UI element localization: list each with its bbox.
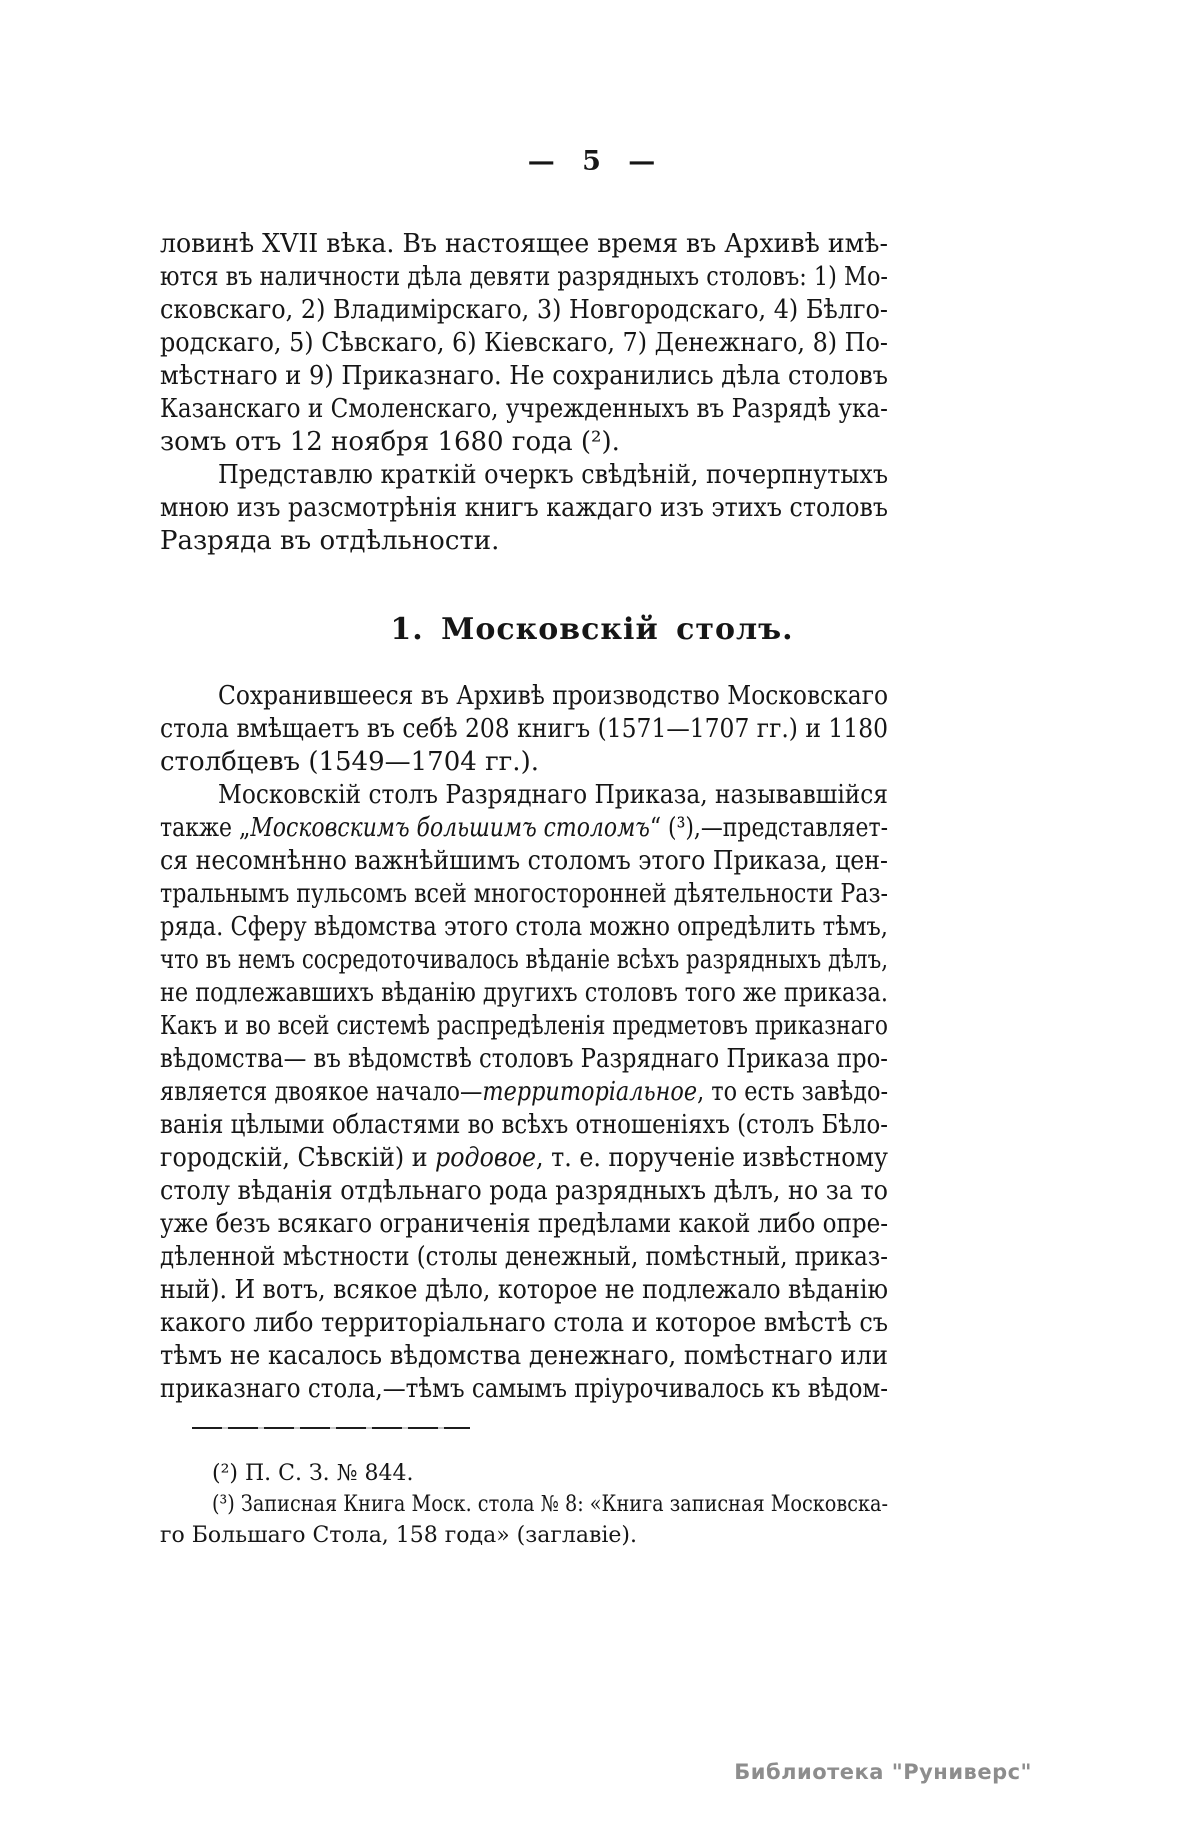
text-line: является двоякое начало—территоріальное, то есть завѣдо- xyxy=(160,1077,888,1107)
text-line: Сохранившееся въ Архивѣ производство Московскаго xyxy=(218,681,888,711)
section-heading: 1. Московскій столъ. xyxy=(390,612,794,647)
page-text-column xyxy=(160,228,888,1406)
footnotes-block xyxy=(160,1458,888,1551)
text-line: городскій, Сѣвскій) и родовое, т. е. порученіе извѣстному xyxy=(160,1143,888,1173)
text-line: мѣстнаго и 9) Приказнаго. Не сохранились дѣла столовъ xyxy=(160,361,888,391)
text-line: ся несомнѣнно важнѣйшимъ столомъ этого Приказа, цен- xyxy=(160,846,888,876)
footnote-line: (³) Записная Книга Моск. стола № 8: «Книга записная Московска- xyxy=(212,1492,888,1517)
footnote-line: го Большаго Стола, 158 года» (заглавіе). xyxy=(160,1523,637,1548)
text-line: какого либо территоріальнаго стола и которое вмѣстѣ съ xyxy=(160,1308,888,1338)
text-line: столу вѣданія отдѣльнаго рода разрядныхъ дѣлъ, но за то xyxy=(160,1176,888,1206)
text-line: ряда. Сферу вѣдомства этого стола можно опредѣлить тѣмъ, xyxy=(160,912,888,942)
text-line: не подлежавшихъ вѣданію другихъ столовъ того же приказа. xyxy=(160,978,888,1008)
text-line: дѣленной мѣстности (столы денежный, помѣстный, приказ- xyxy=(160,1242,888,1272)
text-line: что въ немъ сосредоточивалось вѣданіе всѣхъ разрядныхъ дѣлъ, xyxy=(160,945,888,975)
text-line: сковскаго, 2) Владимірскаго, 3) Новгородскаго, 4) Бѣлго- xyxy=(160,295,888,325)
text-line: вѣдомства— въ вѣдомствѣ столовъ Разряднаго Приказа про- xyxy=(160,1044,888,1074)
text-line: ванія цѣлыми областями во всѣхъ отношеніяхъ (столъ Бѣло- xyxy=(160,1110,888,1140)
text-line: ются въ наличности дѣла девяти разрядныхъ столовъ: 1) Мо- xyxy=(160,262,888,292)
text-line: столбцевъ (1549—1704 гг.). xyxy=(160,747,539,777)
text-line: Казанскаго и Смоленскаго, учрежденныхъ въ Разрядѣ ука- xyxy=(160,394,888,424)
footnote-line: (²) П. С. З. № 844. xyxy=(212,1461,414,1486)
text-line: мною изъ разсмотрѣнія книгъ каждаго изъ этихъ столовъ xyxy=(160,493,888,523)
footnote-separator-rule xyxy=(192,1427,470,1429)
text-line: тѣмъ не касалось вѣдомства денежнаго, помѣстнаго или xyxy=(160,1341,888,1371)
text-line: также „Московскимъ большимъ столомъ“ (³),—представляет- xyxy=(160,813,888,843)
page-number: — 5 — xyxy=(527,146,657,177)
text-line: уже безъ всякаго ограниченія предѣлами какой либо опре- xyxy=(160,1209,888,1239)
text-line: Представлю краткій очеркъ свѣдѣній, почерпнутыхъ xyxy=(218,460,888,490)
text-line: Какъ и во всей системѣ распредѣленія предметовъ приказнаго xyxy=(160,1011,888,1041)
text-line: стола вмѣщаетъ въ себѣ 208 книгъ (1571—1707 гг.) и 1180 xyxy=(160,714,888,744)
text-line: Московскій столъ Разряднаго Приказа, называвшійся xyxy=(218,780,888,810)
text-line: Разряда въ отдѣльности. xyxy=(160,526,500,556)
text-line: ловинѣ XVII вѣка. Въ настоящее время въ Архивѣ имѣ- xyxy=(160,229,888,259)
library-watermark: Библиотека "Руниверс" xyxy=(734,1760,1032,1784)
text-line: приказнаго стола,—тѣмъ самымъ пріурочивалось къ вѣдом- xyxy=(160,1374,888,1404)
text-line: родскаго, 5) Сѣвскаго, 6) Кіевскаго, 7) Денежнаго, 8) По- xyxy=(160,328,888,358)
text-line: тральнымъ пульсомъ всей многосторонней дѣятельности Раз- xyxy=(160,879,888,909)
text-line: ный). И вотъ, всякое дѣло, которое не подлежало вѣданію xyxy=(160,1275,888,1305)
text-line: зомъ отъ 12 ноября 1680 года (²). xyxy=(160,427,620,457)
